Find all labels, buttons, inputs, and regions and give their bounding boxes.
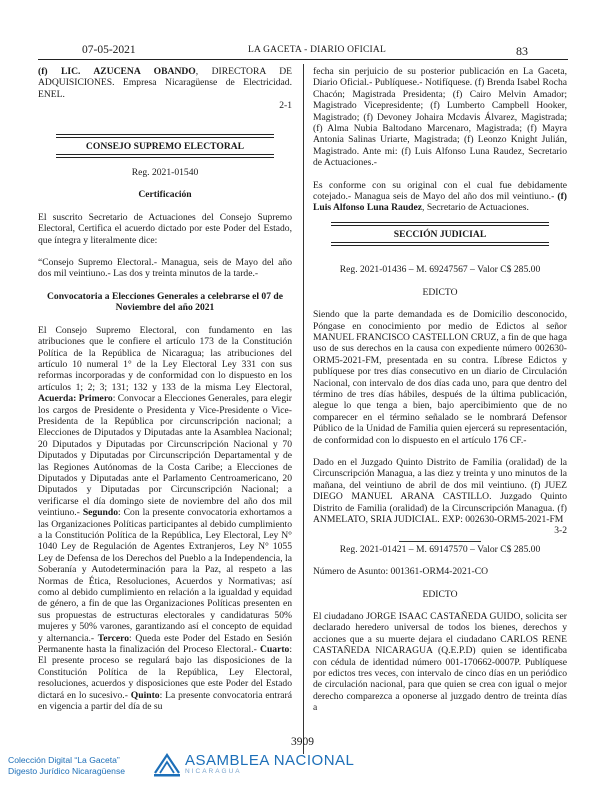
convocatoria-title: Convocatoria a Elecciones Generales a celebrarse el 07 de Noviembre del año 2021 [46, 290, 284, 314]
asamblea-logo-icon [152, 751, 182, 779]
conforme-text: Es conforme con su original con el cual fue debidamente cotejado.- Managua seis de Mayo del año dos mil veintiuno.- (f) Luis Alfonso Luna Raudez, Secretario de Actuaciones. [313, 179, 567, 214]
reg-number-1: Reg. 2021-01436 – M. 69247567 – Valor C$ 285.00 [339, 264, 541, 276]
collection-line-1: Colección Digital “La Gaceta” [8, 755, 120, 765]
column-divider [303, 64, 304, 754]
section-title-judicial: SECCIÓN JUDICIAL [331, 222, 549, 246]
cert-text: El suscrito Secretario de Actuaciones del Consejo Supremo Electoral, Certifica el acuerdo dictado por este Poder del Estado, que íntegra y literalmente dice: [38, 211, 292, 246]
header-publication: LA GACETA - DIARIO OFICIAL [248, 45, 386, 55]
previous-signature: (f) LIC. AZUCENA OBANDO, DIRECTORA DE ADQUISICIONES. Empresa Nicaragüense de Electricidad. ENEL. [38, 66, 292, 100]
separator-rule [399, 541, 481, 542]
edicto-1-text-2: Dado en el Juzgado Quinto Distrito de Familia (oralidad) de la Circunscripción Managua, a las diez y treinta y uno minutos de la mañana, del veintiuno de abril de dos mil veintiuno. (f) JUEZ DIEGO MANUEL ARANA CASTILLO. Juzgado Quinto Distrito de Familia (oralidad) de la Circunscripción Managua. (f) ANMELATO, SRIA JUDICIAL. EXP: 002630-ORM5-2021-FM [313, 456, 567, 525]
convocatoria-body: El Consejo Supremo Electoral, con fundamento en las atribuciones que le confiere el artículo 173 de la Constitución Política de la República de Nicaragua; las atribuciones del artículo 10 numeral 1° de la Ley Electoral Ley 331 con sus reformas incorporadas y de conformidad con lo dispuesto en los artículos 1; 2; 3; 131; 132 y 133 de la misma Ley Electoral, Acuerda: Primero: Convocar a Elecciones Generales, para elegir los cargos de Presidente o Presidenta y Vice-Presidente o Vice-Presidenta de la República por circunscripción nacional; a Elecciones de Diputados y Diputadas ante la Asamblea Nacional; 20 Diputados y Diputadas por Circunscripción Nacional y 70 Diputados y Diputadas por Circunscripción Departamental y de las Regiones Autónomas de la Costa Caribe; a Elecciones de Diputados y Diputadas ante el Parlamento Centroamericano, 20 Diputados y Diputadas por Circunscripción Nacional; a verificarse el día domingo siete de noviembre del año dos mil veintiuno.- Segundo: Con la presente convocatoria exhortamos a las Organizaciones Políticas participantes al debido cumplimiento a la Constitución Política de la República, Ley Electoral, Ley N° 1040 Ley de Regulación de Agentes Extranjeros, Ley N° 1055 Ley de Defensa de los Derechos del Pueblo a la Independencia, la Soberanía y Autodeterminación para la Paz, al respeto a las Normas de Ética, Resoluciones, Acuerdos y Normativas; así como al debido cumplimiento en relación a la igualdad y equidad de género, a fin de que las Organizaciones Políticas presenten en sus propuestas de estructuras electorales y candidaturas 50% mujeres y 50% varones, garantizando así el concepto de equidad y alternancia.- Tercero: Queda este Poder del Estado en Sesión Permanente hasta la finalización del Proceso Electoral.- Cuarto: El presente proceso se regulará bajo las disposiciones de la Constitución Política de la República, Ley Electoral, resoluciones, acuerdos y disposiciones que este Poder del Estado dictará en lo sucesivo.- Quinto: La presente convocatoria entrará en vigencia a partir del día de su [38, 324, 293, 713]
reg-number-2: Reg. 2021-01421 – M. 69147570 – Valor C$ 285.00 [339, 543, 541, 555]
org-subtitle: NICARAGUA [185, 768, 242, 775]
continuation-text: fecha sin perjuicio de su posterior publicación en La Gaceta, Diario Oficial.- Publíquese.- Notifíquese. (f) Brenda Isabel Rocha Chacón; Magistrada Presidenta; (f) Cairo Melvin Amador; Magistrado Vicepresidente; (f) Lumberto Campbell Hooker, Magistrado; (f) Devoney Johaira Mcdavis Álvarez, Magistrada; (f) Alma Nubia Baltodano Marcenaro, Magistrada; (f) Mayra Antonia Salinas Uriarte, Magistrada; (f) Leonzo Knight Julián, Magistrado. Ante mi: (f) Luis Alfonso Luna Raudez, Secretario de Actuaciones.- [313, 66, 567, 169]
quote-text: “Consejo Supremo Electoral.- Managua, seis de Mayo del año dos mil veintiuno.- Las dos y treinta minutos de la tarde.- [38, 257, 292, 280]
cert-title: Certificación [138, 189, 192, 201]
header-date: 07-05-2021 [82, 44, 136, 56]
collection-line-2: Digesto Jurídico Nicaragüense [8, 766, 126, 776]
edicto-title-1: EDICTO [422, 286, 458, 298]
right-column [313, 66, 567, 714]
asunto-number: Número de Asunto: 001361-ORM4-2021-CO [313, 566, 489, 578]
footer-organization [185, 752, 354, 775]
ref-2-1: 2-1 [279, 100, 292, 112]
footer-page-number: 3909 [291, 736, 314, 748]
edicto-title-2: EDICTO [422, 588, 458, 600]
section-title-cse: CONSEJO SUPREMO ELECTORAL [56, 134, 274, 158]
edicto-2-text: El ciudadano JORGE ISAAC CASTAÑEDA GUIDO, solicita ser declarado heredero universal de todos los bienes, derechos y acciones que a su muerte dejara el ciudadano CARLOS RENE CASTAÑEDA NICARAGUA (Q.E.P.D) quien se identificaba con cédula de identidad número 001-170662-0007P. Publíquese por edictos tres veces, con intervalo de cinco días en un periódico de circulación nacional, para que quien se crea con igual o mejor derecho comparezca a oponerse al juzgado dentro de treinta días a [313, 611, 567, 714]
footer-collection [8, 755, 125, 777]
edicto-1-text: Siendo que la parte demandada es de Domicilio desconocido, Póngase en conocimiento por medio de Edictos al señor MANUEL FRANCISCO CASTELLON CRUZ, a fin de que haga uso de sus derechos en la causa con expediente número 002630-ORM5-2021-FM, presentada en su contra. Líbrese Edictos y publíquese por tres días consecutivo en un diario de Circulación Nacional, con intervalo de dos días cada uno, para que dentro del término de tres días hábiles, después de la última publicación, alegue lo que tenga a bien, bajo apercibimiento que de no comparecer en el término señalado se le nombrará Defensor Público de la Unidad de Familia quien ejercerá su representación, de conformidad con lo dispuesto en el artículo 176 CF.- [313, 309, 567, 446]
org-name: ASAMBLEA NACIONAL [185, 752, 355, 769]
left-column [38, 66, 292, 713]
page-header [38, 43, 568, 60]
reg-number: Reg. 2021-01540 [131, 167, 199, 179]
header-page-number: 83 [516, 44, 528, 58]
ref-3-2: 3-2 [554, 525, 567, 537]
